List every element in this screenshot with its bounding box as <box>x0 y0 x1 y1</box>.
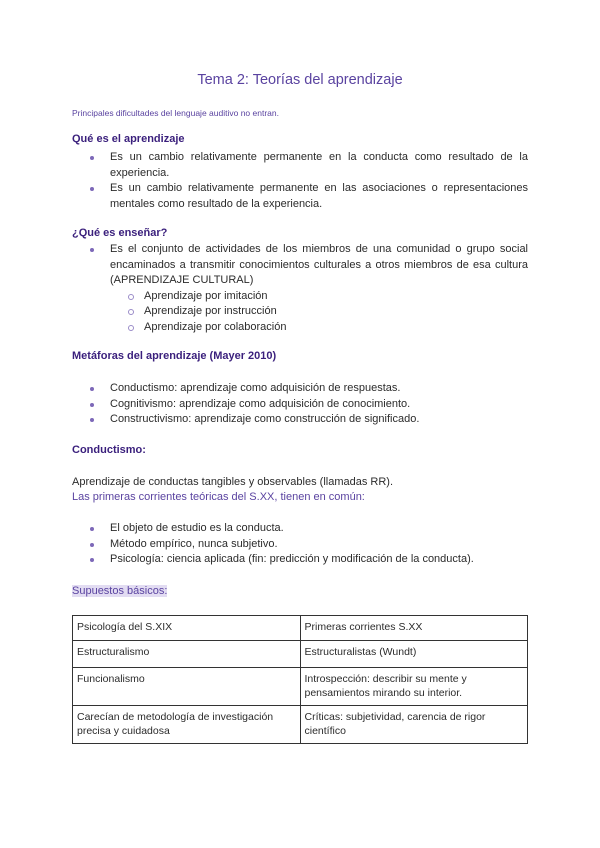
table-cell: Primeras corrientes S.XX <box>300 616 528 641</box>
sub-list-item: Aprendizaje por instrucción <box>72 304 528 320</box>
highlighted-label: Supuestos básicos: <box>72 585 168 597</box>
list-item: El objeto de estudio es la conducta. <box>72 521 528 537</box>
list-ensenar <box>72 242 528 336</box>
page-title: Tema 2: Teorías del aprendizaje <box>197 72 403 88</box>
heading-que-es-ensenar: ¿Qué es enseñar? <box>72 227 168 239</box>
list-metaforas <box>72 381 528 428</box>
table-row <box>73 641 528 668</box>
table-cell: Funcionalismo <box>73 668 301 706</box>
table-cell: Estructuralistas (Wundt) <box>300 641 528 668</box>
list-item: Es el conjunto de actividades de los miembros de una comunidad o grupo social encaminados a transmitir conocimientos culturales a otros miembros de esa cultura (APRENDIZAJE CULTURAL) <box>72 242 528 289</box>
table-cell: Introspección: describir su mente y pensamientos mirando su interior. <box>300 668 528 706</box>
table-row <box>73 668 528 706</box>
list-item: Es un cambio relativamente permanente en las asociaciones o representaciones mentales como resultado de la experiencia. <box>72 181 528 212</box>
list-aprendizaje <box>72 150 528 212</box>
subtitle-note: Principales dificultades del lenguaje auditivo no entran. <box>72 108 279 118</box>
heading-metaforas: Metáforas del aprendizaje (Mayer 2010) <box>72 350 277 362</box>
list-item: Psicología: ciencia aplicada (fin: predicción y modificación de la conducta). <box>72 552 528 568</box>
table-cell: Críticas: subjetividad, carencia de rigor científico <box>300 706 528 744</box>
table-row <box>73 616 528 641</box>
list-item: Es un cambio relativamente permanente en la conducta como resultado de la experiencia. <box>72 150 528 181</box>
table-cell: Carecían de metodología de investigación precisa y cuidadosa <box>73 706 301 744</box>
sub-list-item: Aprendizaje por colaboración <box>72 320 528 336</box>
list-conductismo <box>72 521 528 568</box>
table-cell: Estructuralismo <box>73 641 301 668</box>
list-item: Constructivismo: aprendizaje como construcción de significado. <box>72 412 528 428</box>
table-cell: Psicología del S.XIX <box>73 616 301 641</box>
heading-que-es-aprendizaje: Qué es el aprendizaje <box>72 133 185 145</box>
list-item: Método empírico, nunca subjetivo. <box>72 537 528 553</box>
table-row <box>73 706 528 744</box>
list-item: Cognitivismo: aprendizaje como adquisición de conocimiento. <box>72 397 528 413</box>
sub-list-item: Aprendizaje por imitación <box>72 289 528 305</box>
comparison-table <box>72 615 528 744</box>
list-item: Conductismo: aprendizaje como adquisición de respuestas. <box>72 381 528 397</box>
heading-conductismo: Conductismo: <box>72 444 146 456</box>
paragraph: Aprendizaje de conductas tangibles y observables (llamadas RR). <box>72 476 394 488</box>
paragraph-purple: Las primeras corrientes teóricas del S.XX, tienen en común: <box>72 491 365 503</box>
